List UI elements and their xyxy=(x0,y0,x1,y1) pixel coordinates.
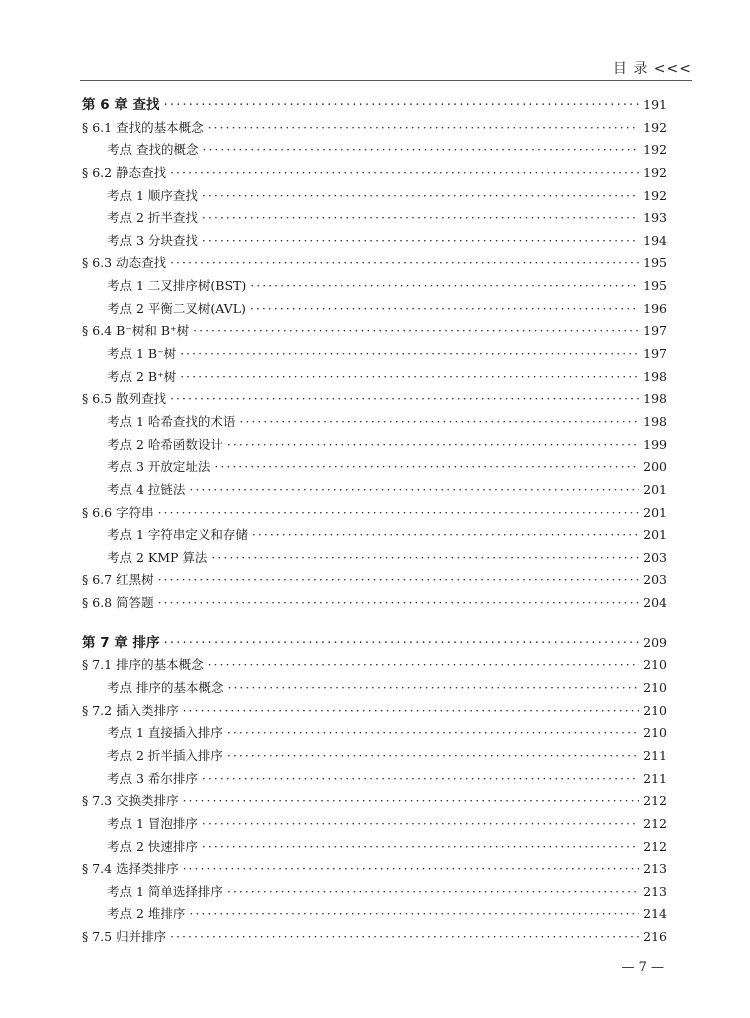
toc-entry-label: 考点 1 顺序查找 xyxy=(107,187,198,203)
toc-section-entry[interactable] xyxy=(82,117,667,140)
toc-entry-page: 203 xyxy=(643,549,667,565)
toc-topic-entry[interactable] xyxy=(82,547,667,570)
dot-leader xyxy=(227,881,639,904)
dot-leader xyxy=(202,836,639,859)
toc-entry-label: § 6.8 简答题 xyxy=(82,595,154,611)
toc-entry-page: 192 xyxy=(643,119,667,135)
toc-entry-page: 213 xyxy=(643,883,667,899)
toc-entry-label: § 6.4 B⁻树和 B⁺树 xyxy=(82,323,190,339)
toc-entry-label: § 6.5 散列查找 xyxy=(82,391,167,407)
toc-topic-entry[interactable] xyxy=(82,185,667,208)
toc-entry-page: 198 xyxy=(643,413,667,429)
toc-section-entry[interactable] xyxy=(82,654,667,677)
dot-leader xyxy=(202,139,639,162)
dot-leader xyxy=(183,700,640,723)
toc-entry-page: 198 xyxy=(643,368,667,384)
toc-entry-label: § 6.1 查找的基本概念 xyxy=(82,119,204,135)
toc-topic-entry[interactable] xyxy=(82,745,667,768)
toc-entry-page: 201 xyxy=(643,527,667,543)
toc-chapter xyxy=(82,94,667,615)
toc-topic-entry[interactable] xyxy=(82,524,667,547)
toc-entry-label: 考点 2 哈希函数设计 xyxy=(107,436,223,452)
dot-leader xyxy=(227,434,639,457)
toc-entry-page: 216 xyxy=(643,929,667,945)
toc-topic-entry[interactable] xyxy=(82,139,667,162)
dot-leader xyxy=(158,592,640,615)
toc-entry-label: 考点 2 快速排序 xyxy=(107,838,198,854)
dot-leader xyxy=(239,411,639,434)
toc-chapter xyxy=(82,632,667,949)
toc-section-entry[interactable] xyxy=(82,592,667,615)
toc-entry-label: 考点 1 B⁻树 xyxy=(107,346,177,362)
toc-entry-label: 考点 4 拉链法 xyxy=(107,481,186,497)
dot-leader xyxy=(252,524,639,547)
toc-chapter-heading[interactable] xyxy=(82,94,667,117)
toc-topic-entry[interactable] xyxy=(82,881,667,904)
dot-leader xyxy=(164,94,640,117)
toc-topic-entry[interactable] xyxy=(82,836,667,859)
toc-topic-entry[interactable] xyxy=(82,230,667,253)
toc-topic-entry[interactable] xyxy=(82,298,667,321)
toc-entry-label: 第 7 章 排序 xyxy=(82,634,160,651)
toc-entry-label: 考点 1 冒泡排序 xyxy=(107,815,198,831)
toc-entry-label: § 7.1 排序的基本概念 xyxy=(82,657,204,673)
dot-leader xyxy=(227,677,639,700)
toc-entry-page: 212 xyxy=(643,793,667,809)
dot-leader xyxy=(170,162,639,185)
toc-topic-entry[interactable] xyxy=(82,434,667,457)
toc-entry-label: 考点 3 希尔排序 xyxy=(107,770,198,786)
toc-entry-page: 192 xyxy=(643,164,667,180)
toc-entry-page: 197 xyxy=(643,346,667,362)
toc-entry-label: 考点 1 二叉排序树(BST) xyxy=(107,278,247,294)
toc-entry-label: 考点 2 B⁺树 xyxy=(107,368,177,384)
table-of-contents xyxy=(82,94,667,949)
dot-leader xyxy=(158,502,640,525)
toc-entry-page: 212 xyxy=(643,838,667,854)
toc-entry-label: 考点 2 平衡二叉树(AVL) xyxy=(107,300,246,316)
toc-topic-entry[interactable] xyxy=(82,479,667,502)
toc-topic-entry[interactable] xyxy=(82,411,667,434)
toc-entry-page: 210 xyxy=(643,725,667,741)
toc-entry-label: § 6.2 静态查找 xyxy=(82,164,167,180)
toc-topic-entry[interactable] xyxy=(82,722,667,745)
toc-section-entry[interactable] xyxy=(82,569,667,592)
dot-leader xyxy=(202,768,639,791)
toc-entry-page: 200 xyxy=(643,459,667,475)
dot-leader xyxy=(211,547,639,570)
toc-entry-label: § 6.6 字符串 xyxy=(82,504,154,520)
toc-entry-label: 考点 3 分块查找 xyxy=(107,232,198,248)
toc-entry-page: 195 xyxy=(643,278,667,294)
dot-leader xyxy=(193,320,639,343)
toc-entry-label: 考点 1 直接插入排序 xyxy=(107,725,223,741)
dot-leader xyxy=(202,207,639,230)
toc-entry-page: 199 xyxy=(643,436,667,452)
toc-topic-entry[interactable] xyxy=(82,456,667,479)
dot-leader xyxy=(250,275,639,298)
toc-entry-page: 212 xyxy=(643,815,667,831)
toc-section-entry[interactable] xyxy=(82,790,667,813)
toc-entry-page: 210 xyxy=(643,702,667,718)
toc-entry-label: 第 6 章 查找 xyxy=(82,97,160,113)
dot-leader xyxy=(208,654,640,677)
toc-entry-label: § 7.2 插入类排序 xyxy=(82,702,179,718)
toc-entry-label: § 7.5 归并排序 xyxy=(82,929,167,945)
running-head: 目 录 <<< xyxy=(612,61,692,77)
toc-section-entry[interactable] xyxy=(82,858,667,881)
dot-leader xyxy=(183,858,640,881)
toc-entry-page: 211 xyxy=(643,747,667,763)
toc-entry-label: § 7.4 选择类排序 xyxy=(82,861,179,877)
toc-entry-label: § 6.3 动态查找 xyxy=(82,255,167,271)
toc-entry-page: 201 xyxy=(643,504,667,520)
toc-entry-page: 198 xyxy=(643,391,667,407)
dot-leader xyxy=(250,298,639,321)
dot-leader xyxy=(202,230,639,253)
toc-entry-page: 203 xyxy=(643,572,667,588)
toc-entry-label: § 7.3 交换类排序 xyxy=(82,793,179,809)
toc-topic-entry[interactable] xyxy=(82,366,667,389)
dot-leader xyxy=(227,722,639,745)
toc-section-entry[interactable] xyxy=(82,388,667,411)
toc-entry-page: 210 xyxy=(643,657,667,673)
dot-leader xyxy=(202,813,639,836)
toc-section-entry[interactable] xyxy=(82,926,667,949)
toc-topic-entry[interactable] xyxy=(82,768,667,791)
dot-leader xyxy=(202,185,639,208)
toc-topic-entry[interactable] xyxy=(82,275,667,298)
toc-section-entry[interactable] xyxy=(82,320,667,343)
dot-leader xyxy=(214,456,639,479)
toc-entry-label: 考点 1 哈希查找的术语 xyxy=(107,413,236,429)
dot-leader xyxy=(189,479,639,502)
header-rule xyxy=(80,80,692,81)
toc-entry-label: 考点 3 开放定址法 xyxy=(107,459,211,475)
toc-entry-page: 204 xyxy=(643,595,667,611)
toc-entry-page: 192 xyxy=(643,187,667,203)
dot-leader xyxy=(170,926,639,949)
toc-entry-label: 考点 2 堆排序 xyxy=(107,906,186,922)
toc-entry-page: 197 xyxy=(643,323,667,339)
toc-entry-label: 考点 查找的概念 xyxy=(107,142,199,158)
toc-entry-page: 210 xyxy=(643,680,667,696)
toc-entry-label: 考点 1 字符串定义和存储 xyxy=(107,527,248,543)
toc-chapter-heading[interactable] xyxy=(82,632,667,655)
toc-section-entry[interactable] xyxy=(82,162,667,185)
dot-leader xyxy=(208,117,640,140)
dot-leader xyxy=(158,569,640,592)
toc-entry-page: 193 xyxy=(643,210,667,226)
toc-entry-page: 213 xyxy=(643,861,667,877)
toc-entry-page: 191 xyxy=(643,97,667,112)
dot-leader xyxy=(170,388,639,411)
toc-topic-entry[interactable] xyxy=(82,343,667,366)
toc-entry-page: 201 xyxy=(643,481,667,497)
toc-entry-label: 考点 2 折半插入排序 xyxy=(107,747,223,763)
dot-leader xyxy=(189,903,639,926)
dot-leader xyxy=(227,745,639,768)
dot-leader xyxy=(183,790,640,813)
toc-entry-page: 209 xyxy=(643,634,667,650)
toc-entry-page: 194 xyxy=(643,232,667,248)
toc-entry-page: 211 xyxy=(643,770,667,786)
toc-entry-label: 考点 1 简单选择排序 xyxy=(107,883,223,899)
dot-leader xyxy=(170,252,639,275)
dot-leader xyxy=(164,632,640,655)
toc-entry-page: 192 xyxy=(643,142,667,158)
toc-entry-page: 196 xyxy=(643,300,667,316)
toc-entry-label: 考点 排序的基本概念 xyxy=(107,680,224,696)
toc-section-entry[interactable] xyxy=(82,502,667,525)
toc-section-entry[interactable] xyxy=(82,252,667,275)
toc-topic-entry[interactable] xyxy=(82,903,667,926)
toc-entry-page: 195 xyxy=(643,255,667,271)
dot-leader xyxy=(180,366,639,389)
toc-topic-entry[interactable] xyxy=(82,813,667,836)
toc-topic-entry[interactable] xyxy=(82,677,667,700)
toc-entry-label: § 6.7 红黑树 xyxy=(82,572,154,588)
toc-section-entry[interactable] xyxy=(82,700,667,723)
dot-leader xyxy=(180,343,639,366)
toc-entry-label: 考点 2 KMP 算法 xyxy=(107,549,208,565)
toc-entry-label: 考点 2 折半查找 xyxy=(107,210,198,226)
toc-entry-page: 214 xyxy=(643,906,667,922)
toc-topic-entry[interactable] xyxy=(82,207,667,230)
page-number: — 7 — xyxy=(621,960,664,975)
